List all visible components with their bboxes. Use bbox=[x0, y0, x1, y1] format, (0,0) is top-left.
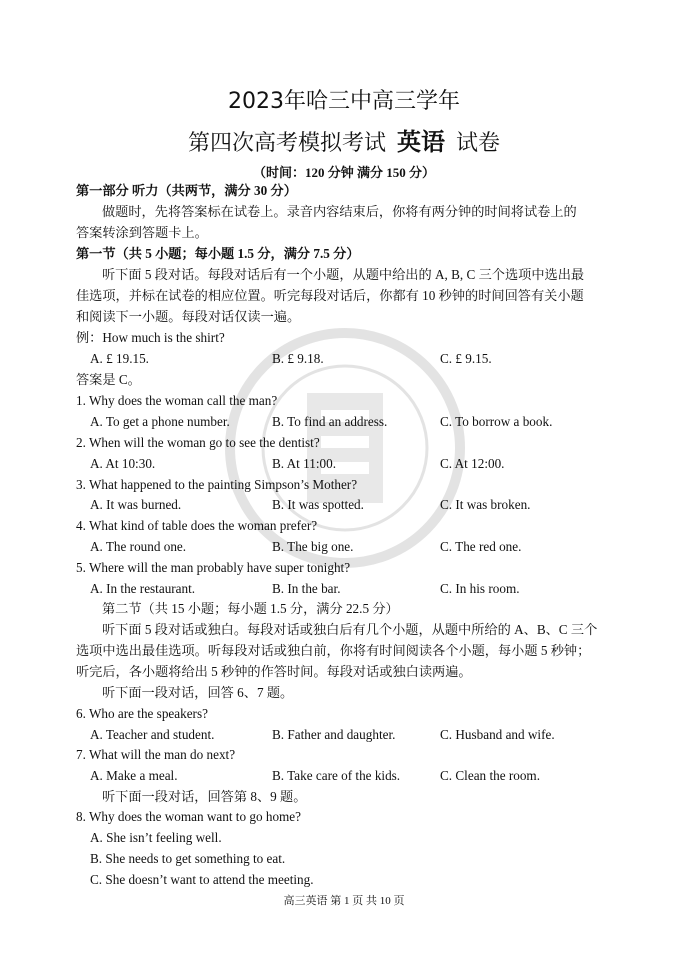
section2-instruction-line: 听下面 5 段对话或独白。每段对话或独白后有几个小题，从题中所给的 A、B、C 三个 bbox=[102, 622, 598, 637]
section2-instruction-line: 选项中选出最佳选项。听每段对话或独白前，你将有时间阅读各个小题，每小题 5 秒钟； bbox=[76, 643, 591, 658]
example-option-b: B. £ 9.18. bbox=[272, 351, 324, 366]
exam-title-line1: 2023年哈三中高三学年 bbox=[228, 89, 460, 114]
exam-time-info: （时间：120 分钟 满分 150 分） bbox=[252, 165, 435, 180]
example-answer: 答案是 C。 bbox=[76, 372, 141, 387]
question-7-option-a: A. Make a meal. bbox=[90, 768, 178, 783]
question-3: 3. What happened to the painting Simpson’s Mother? bbox=[76, 477, 358, 492]
exam-subject: 英语 bbox=[397, 127, 445, 156]
example-option-c: C. £ 9.15. bbox=[440, 351, 492, 366]
question-2-option-c: C. At 12:00. bbox=[440, 456, 505, 471]
question-2: 2. When will the woman go to see the dentist? bbox=[76, 435, 320, 450]
page-footer: 高三英语 第 1 页 共 10 页 bbox=[283, 895, 405, 907]
section1-instruction-line: 和阅读下一小题。每段对话仅读一遍。 bbox=[76, 309, 301, 324]
question-3-option-a: A. It was burned. bbox=[90, 497, 182, 512]
question-8-option-b: B. She needs to get something to eat. bbox=[90, 851, 286, 866]
section2-instruction-line: 听完后，各小题将给出 5 秒钟的作答时间。每段对话或独白读两遍。 bbox=[76, 664, 472, 679]
exam-title-main: 第四次高考模拟考试 bbox=[187, 131, 386, 156]
question-2-option-a: A. At 10:30. bbox=[90, 456, 156, 471]
question-6-option-c: C. Husband and wife. bbox=[440, 727, 555, 742]
question-7-option-c: C. Clean the room. bbox=[440, 768, 540, 783]
question-6-option-b: B. Father and daughter. bbox=[272, 727, 396, 742]
question-7: 7. What will the man do next? bbox=[76, 747, 236, 762]
question-1: 1. Why does the woman call the man? bbox=[76, 393, 278, 408]
part1-heading: 第一部分 听力（共两节，满分 30 分） bbox=[76, 183, 297, 198]
question-8: 8. Why does the woman want to go home? bbox=[76, 809, 301, 824]
section1-instruction-line: 佳选项，并标在试卷的相应位置。听完每段对话后，你都有 10 秒钟的时间回答有关小题 bbox=[76, 288, 584, 303]
listen-6-7-instruction: 听下面一段对话，回答 6、7 题。 bbox=[102, 685, 294, 700]
question-4: 4. What kind of table does the woman prefer? bbox=[76, 518, 318, 533]
question-5-option-a: A. In the restaurant. bbox=[90, 581, 196, 596]
question-2-option-b: B. At 11:00. bbox=[272, 456, 336, 471]
question-1-option-c: C. To borrow a book. bbox=[440, 414, 553, 429]
question-4-option-b: B. The big one. bbox=[272, 539, 354, 554]
example-question: 例：How much is the shirt? bbox=[76, 330, 225, 345]
part1-instruction-line: 答案转涂到答题卡上。 bbox=[76, 225, 208, 240]
question-6-option-a: A. Teacher and student. bbox=[90, 727, 215, 742]
question-1-option-a: A. To get a phone number. bbox=[90, 414, 230, 429]
exam-title-suffix: 试卷 bbox=[456, 131, 501, 156]
question-1-option-b: B. To find an address. bbox=[272, 414, 388, 429]
question-7-option-b: B. Take care of the kids. bbox=[272, 768, 401, 783]
question-5-option-b: B. In the bar. bbox=[272, 581, 341, 596]
section2-heading: 第二节（共 15 小题；每小题 1.5 分，满分 22.5 分） bbox=[102, 601, 399, 616]
question-4-option-a: A. The round one. bbox=[90, 539, 187, 554]
question-6: 6. Who are the speakers? bbox=[76, 706, 208, 721]
section1-heading: 第一节（共 5 小题；每小题 1.5 分，满分 7.5 分） bbox=[76, 246, 360, 261]
question-5-option-c: C. In his room. bbox=[440, 581, 520, 596]
question-8-option-a: A. She isn’t feeling well. bbox=[90, 830, 222, 845]
section1-instruction-line: 听下面 5 段对话。每段对话后有一个小题，从题中给出的 A, B, C 三个选项中选出最 bbox=[102, 267, 585, 282]
question-5: 5. Where will the man probably have super tonight? bbox=[76, 560, 351, 575]
part1-instruction-line: 做题时，先将答案标在试卷上。录音内容结束后，你将有两分钟的时间将试卷上的 bbox=[102, 204, 577, 219]
question-3-option-b: B. It was spotted. bbox=[272, 497, 364, 512]
question-4-option-c: C. The red one. bbox=[440, 539, 522, 554]
example-option-a: A. £ 19.15. bbox=[90, 351, 149, 366]
exam-title-line2 bbox=[0, 122, 688, 157]
question-3-option-c: C. It was broken. bbox=[440, 497, 531, 512]
question-8-option-c: C. She doesn’t want to attend the meeting. bbox=[90, 872, 314, 887]
listen-8-9-instruction: 听下面一段对话，回答第 8、9 题。 bbox=[102, 789, 307, 804]
